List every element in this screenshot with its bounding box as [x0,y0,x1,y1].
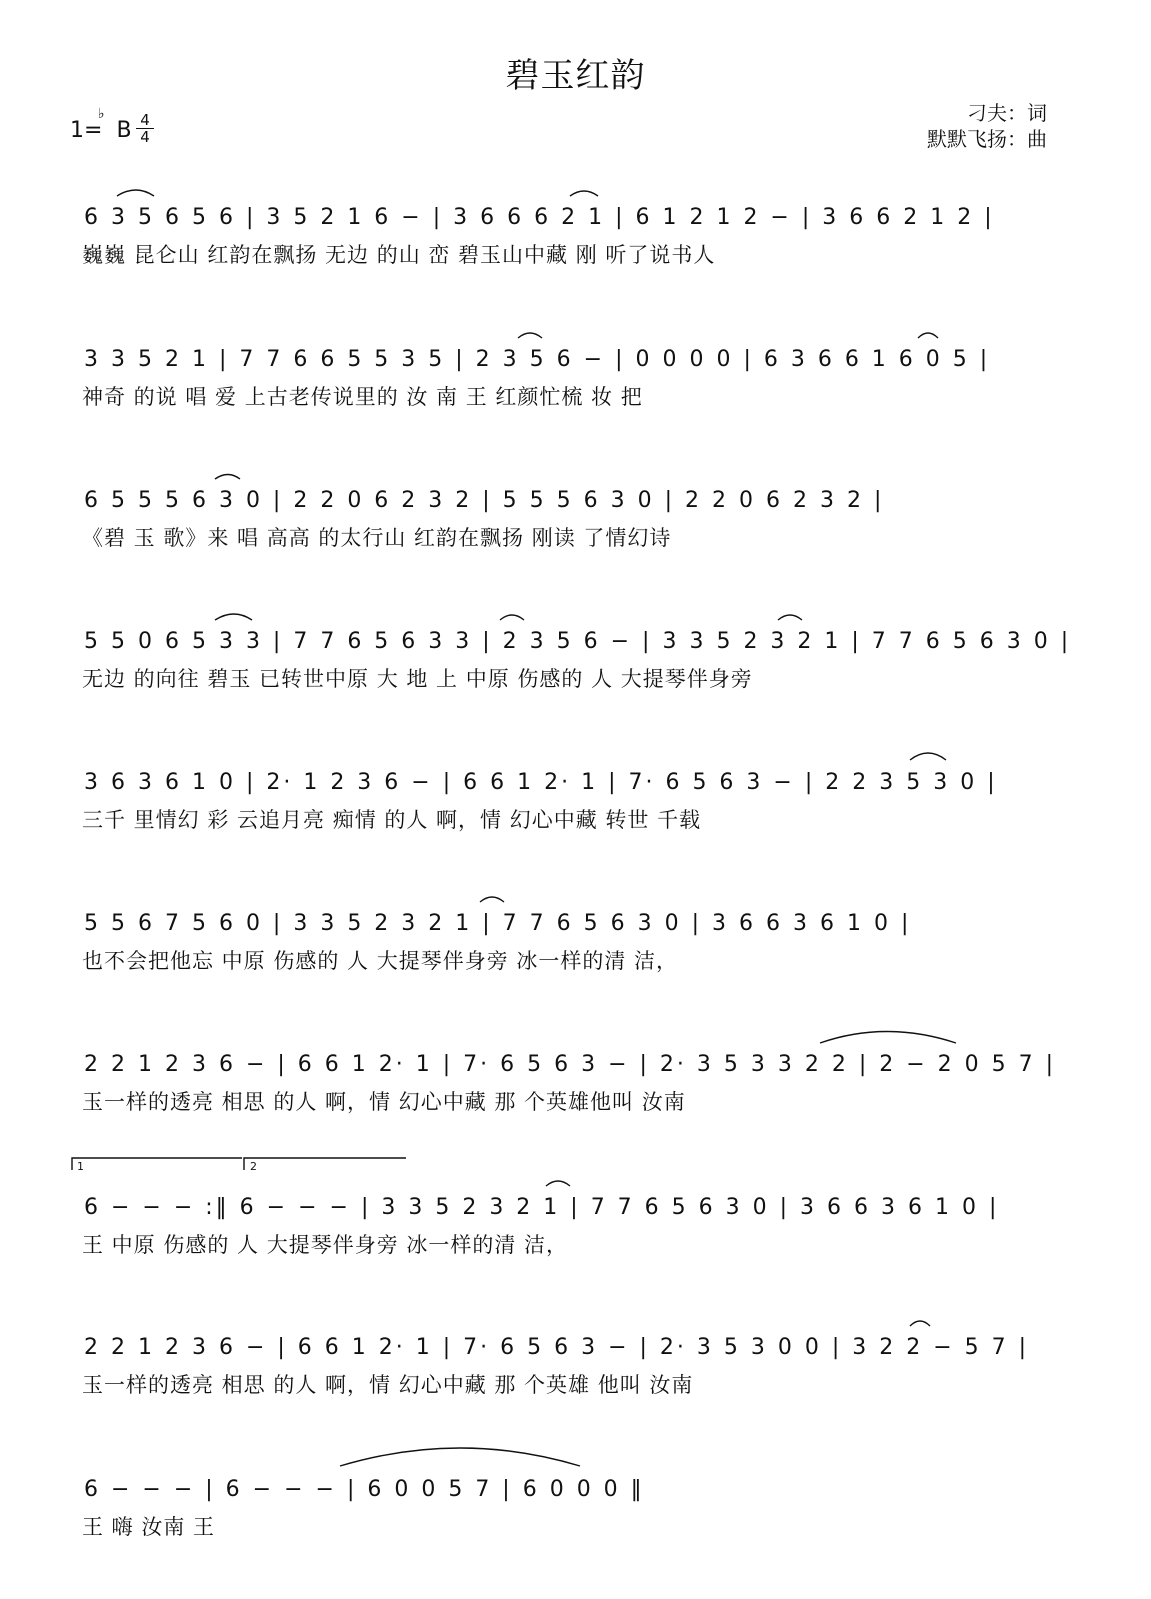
song-title: 碧玉红韵 [505,56,646,96]
slur [215,614,252,620]
slur [918,333,938,338]
key-note: B [116,118,132,143]
notation-line: 6 − − − :‖ 6 − − − | 3 3 5 2 3 2 1 | 7 7 6 5 6 3 0 | 3 6 6 3 6 1 0 | [84,1195,1000,1220]
lyrics-line: 巍巍 昆仑山 红韵在飘扬 无边 的山 峦 碧玉山中藏 刚 听了说书人 [82,243,716,267]
lyrics-line: 王 嗨 汝南 王 [82,1515,216,1539]
volta-bracket [72,1158,242,1170]
lyrics-line: 也不会把他忘 中原 伤感的 人 大提琴伴身旁 冰一样的清 洁， [82,949,679,973]
slur [215,475,240,480]
notation-line: 3 3 5 2 1 | 7 7 6 6 5 5 3 5 | 2 3 5 6 − | 0 0 0 0 | 6 3 6 6 1 6 0 5 | [84,347,991,372]
slur [340,1448,580,1466]
slur [117,190,154,196]
slur [500,615,524,620]
lyrics-line: 玉一样的透亮 相思 的人 啊，情 幻心中藏 那 个英雄 他叫 汝南 [82,1373,694,1397]
notation-line: 2 2 1 2 3 6 − | 6 6 1 2· 1 | 7· 6 5 6 3 − | 2· 3 5 3 3 2 2 | 2 − 2 0 5 7 | [84,1052,1057,1077]
lyrics-line: 三千 里情幻 彩 云追月亮 痴情 的人 啊，情 幻心中藏 转世 千载 [82,808,702,832]
notation-line: 6 3 5 6 5 6 | 3 5 2 1 6 − | 3 6 6 6 2 1 | 6 1 2 1 2 − | 3 6 6 2 1 2 | [84,205,995,230]
slur [910,753,946,760]
volta-number: 2 [250,1160,257,1173]
notation-line: 6 − − − | 6 − − − | 6 0 0 5 7 | 6 0 0 0 ‖ [84,1477,645,1502]
slur [546,1181,570,1186]
notation-line: 5 5 6 7 5 6 0 | 3 3 5 2 3 2 1 | 7 7 6 5 6 3 0 | 3 6 6 3 6 1 0 | [84,911,912,936]
lyrics-line: 神奇 的说 唱 爱 上古老传说里的 汝 南 王 红颜忙梳 妆 把 [82,385,643,409]
time-bottom: 4 [140,128,150,146]
slur [778,615,802,620]
key-flat: ♭ [98,106,105,122]
slur [480,897,504,902]
notation-line: 5 5 0 6 5 3 3 | 7 7 6 5 6 3 3 | 2 3 5 6 − | 3 3 5 2 3 2 1 | 7 7 6 5 6 3 0 | [84,629,1072,654]
key-prefix: 1= [70,118,103,143]
time-top: 4 [140,111,150,129]
notation-line: 3 6 3 6 1 0 | 2· 1 2 3 6 − | 6 6 1 2· 1 | 7· 6 5 6 3 − | 2 2 3 5 3 0 | [84,770,998,795]
volta-number: 1 [77,1160,84,1173]
notation-line: 6 5 5 5 6 3 0 | 2 2 0 6 2 3 2 | 5 5 5 6 3 0 | 2 2 0 6 2 3 2 | [84,488,885,513]
lyricist-credit: 刁夫：词 [967,101,1047,125]
lyrics-line: 玉一样的透亮 相思 的人 啊，情 幻心中藏 那 个英雄他叫 汝南 [82,1090,686,1114]
composer-credit: 默默飞扬：曲 [927,127,1047,151]
lyrics-line: 无边 的向往 碧玉 已转世中原 大 地 上 中原 伤感的 人 大提琴伴身旁 [82,667,753,691]
slur [570,191,598,196]
lyrics-line: 《碧 玉 歌》来 唱 高高 的太行山 红韵在飘扬 刚读 了情幻诗 [82,526,672,550]
slur [910,1321,930,1326]
notation-line: 2 2 1 2 3 6 − | 6 6 1 2· 1 | 7· 6 5 6 3 − | 2· 3 5 3 0 0 | 3 2 2 − 5 7 | [84,1335,1030,1360]
slur [820,1032,956,1044]
slur [518,333,542,338]
volta-bracket [244,1158,406,1170]
lyrics-line: 王 中原 伤感的 人 大提琴伴身旁 冰一样的清 洁， [82,1233,569,1257]
